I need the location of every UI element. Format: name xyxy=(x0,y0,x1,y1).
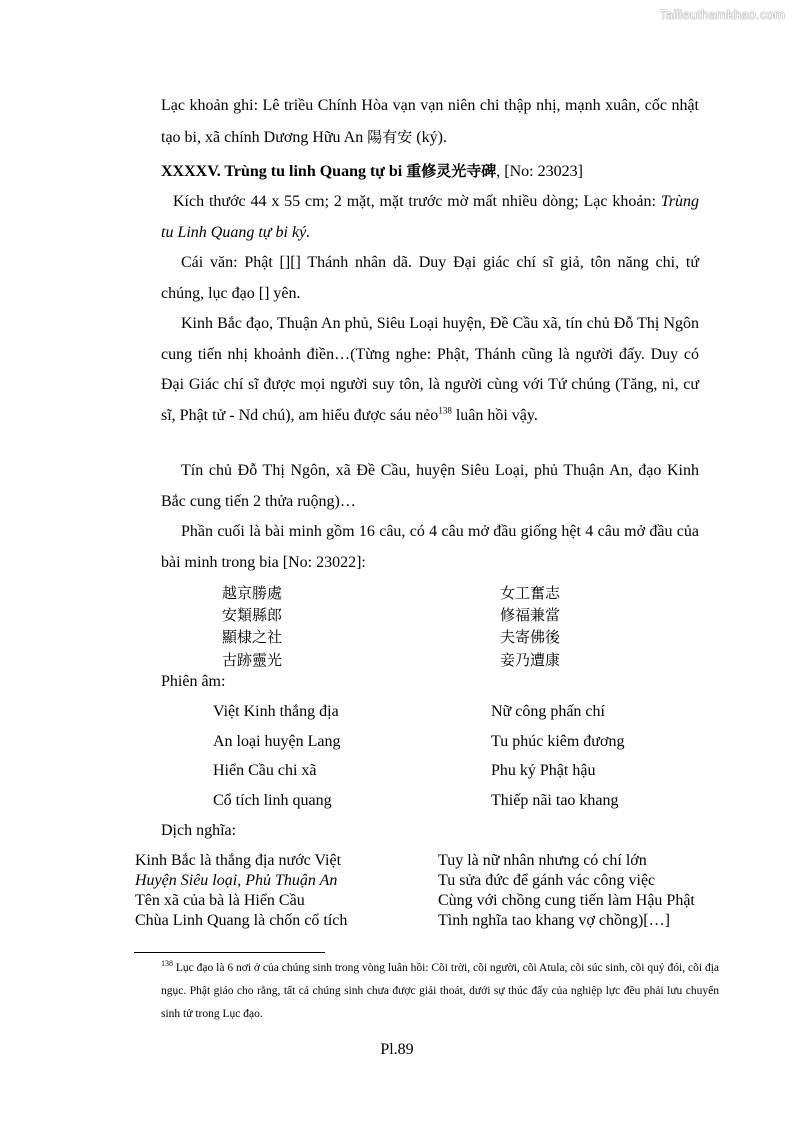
section-heading xyxy=(161,156,699,188)
footnote-text: Lục đạo là 6 nơi ở của chúng sinh trong vòng luân hồi: Cõi trời, cõi người, cõi Atula, cõi súc sinh, cõi quỷ đói, cõi địa ngục. Phật giáo cho rằng, tất cả chúng sinh chưa được giải thoát, dưới sự thúc đẩy của nghiệp lực đều phải lưu chuyển sinh tử trong Lục đạo. xyxy=(161,962,719,1020)
heading-title: XXXXV. Trùng tu linh Quang tự bi xyxy=(161,163,407,180)
paragraph-text: Kinh Bắc đạo, Thuận An phủ, Siêu Loại huyện, Đề Cầu xã, tín chủ Đỗ Thị Ngôn cung tiến nhị khoảnh điền…(Từng nghe: Phật, Thánh cũng là người đấy. Duy có Đại Giác chí sĩ được mọi người suy tôn, là người cùng với Tứ chúng (Tăng, ni, cư sĩ, Phật tử - Nd chú), am hiểu được sáu nẻo xyxy=(161,315,699,424)
han-right-1: 女工奮志 xyxy=(500,584,561,602)
han-left-2: 安類縣郎 xyxy=(222,606,283,624)
phien-am-right-1: Nữ công phấn chí xyxy=(491,703,605,720)
dich-nghia-right-2: Tu sửa đức để gánh vác công việc xyxy=(438,872,656,889)
paragraph-tail: luân hồi vậy. xyxy=(451,406,538,424)
phien-am-right-4: Thiếp nãi tao khang xyxy=(491,792,619,809)
han-right-4: 妾乃遭康 xyxy=(500,651,561,669)
heading-ref: , [No: 23023] xyxy=(496,163,583,180)
dich-nghia-right-4: Tình nghĩa tao khang vợ chồng)[…] xyxy=(438,912,670,929)
dich-nghia-left-1: Kinh Bắc là thắng địa nước Việt xyxy=(135,852,342,869)
paragraph-kinh-bac xyxy=(161,309,699,431)
watermark: Tailieuthamkhao.com xyxy=(659,7,785,22)
phien-am-right-3: Phu ký Phật hậu xyxy=(491,762,596,779)
phien-am-left-3: Hiển Cầu chi xã xyxy=(213,762,317,779)
dich-nghia-left-2: Huyện Siêu loại, Phủ Thuận An xyxy=(135,872,338,889)
footnote-ref: 138 xyxy=(438,405,452,416)
han-name: 陽有安 xyxy=(367,127,413,146)
paragraph-italic: Trùng tu Linh Quang tự bi ký. xyxy=(161,193,699,241)
paragraph-text: Lạc khoản ghi: Lê triều Chính Hòa vạn vạn niên chi thập nhị, mạnh xuân, cốc nhật tạo bi, xã chính Dương Hữu An xyxy=(161,97,699,146)
dich-nghia-left-3: Tên xã của bà là Hiển Cầu xyxy=(135,892,305,909)
han-left-4: 古跡靈光 xyxy=(222,651,283,669)
paragraph-phan-cuoi: Phần cuối là bài minh gồm 16 câu, có 4 câu mở đầu giống hệt 4 câu mở đầu của bài minh trong bia [No: 23022]: xyxy=(161,523,699,571)
footnote-divider xyxy=(134,952,325,953)
footnote-number: 138 xyxy=(161,959,173,969)
paragraph-cai-van: Cái văn: Phật [][] Thánh nhân dã. Duy Đại giác chí sĩ giả, tôn năng chi, tứ chúng, lục đạo [] yên. xyxy=(161,254,699,302)
paragraph-kich-thuoc xyxy=(161,187,699,248)
phien-am-left-2: An loại huyện Lang xyxy=(213,733,341,750)
footnote xyxy=(161,957,719,1026)
phien-am-label: Phiên âm: xyxy=(161,673,226,690)
heading-han: 重修灵光寺碑 xyxy=(406,162,497,180)
dich-nghia-right-1: Tuy là nữ nhân nhưng có chí lớn xyxy=(438,852,647,869)
phien-am-left-1: Việt Kinh thắng địa xyxy=(213,703,339,720)
dich-nghia-label: Dịch nghĩa: xyxy=(161,822,237,839)
dich-nghia-left-4: Chùa Linh Quang là chốn cổ tích xyxy=(135,912,348,929)
han-right-3: 夫寄佛後 xyxy=(500,628,561,646)
page-number: Pl.89 xyxy=(380,1041,414,1058)
paragraph-tail: (ký). xyxy=(412,128,447,146)
paragraph-text: Kích thước 44 x 55 cm; 2 mặt, mặt trước mờ mất nhiều dòng; Lạc khoản: xyxy=(173,193,661,210)
paragraph-tin-chu: Tín chủ Đỗ Thị Ngôn, xã Đề Cầu, huyện Siêu Loại, phủ Thuận An, đạo Kinh Bắc cung tiến 2 thửa ruộng)… xyxy=(161,462,699,510)
han-right-2: 修福兼當 xyxy=(500,606,561,624)
phien-am-left-4: Cổ tích linh quang xyxy=(213,792,332,809)
phien-am-right-2: Tu phúc kiêm đương xyxy=(491,733,625,750)
dich-nghia-right-3: Cùng với chồng cung tiến làm Hậu Phật xyxy=(438,892,695,909)
han-left-1: 越京勝處 xyxy=(222,584,283,602)
paragraph-lac-khoan xyxy=(161,91,699,153)
han-left-3: 顯棣之社 xyxy=(222,628,283,646)
